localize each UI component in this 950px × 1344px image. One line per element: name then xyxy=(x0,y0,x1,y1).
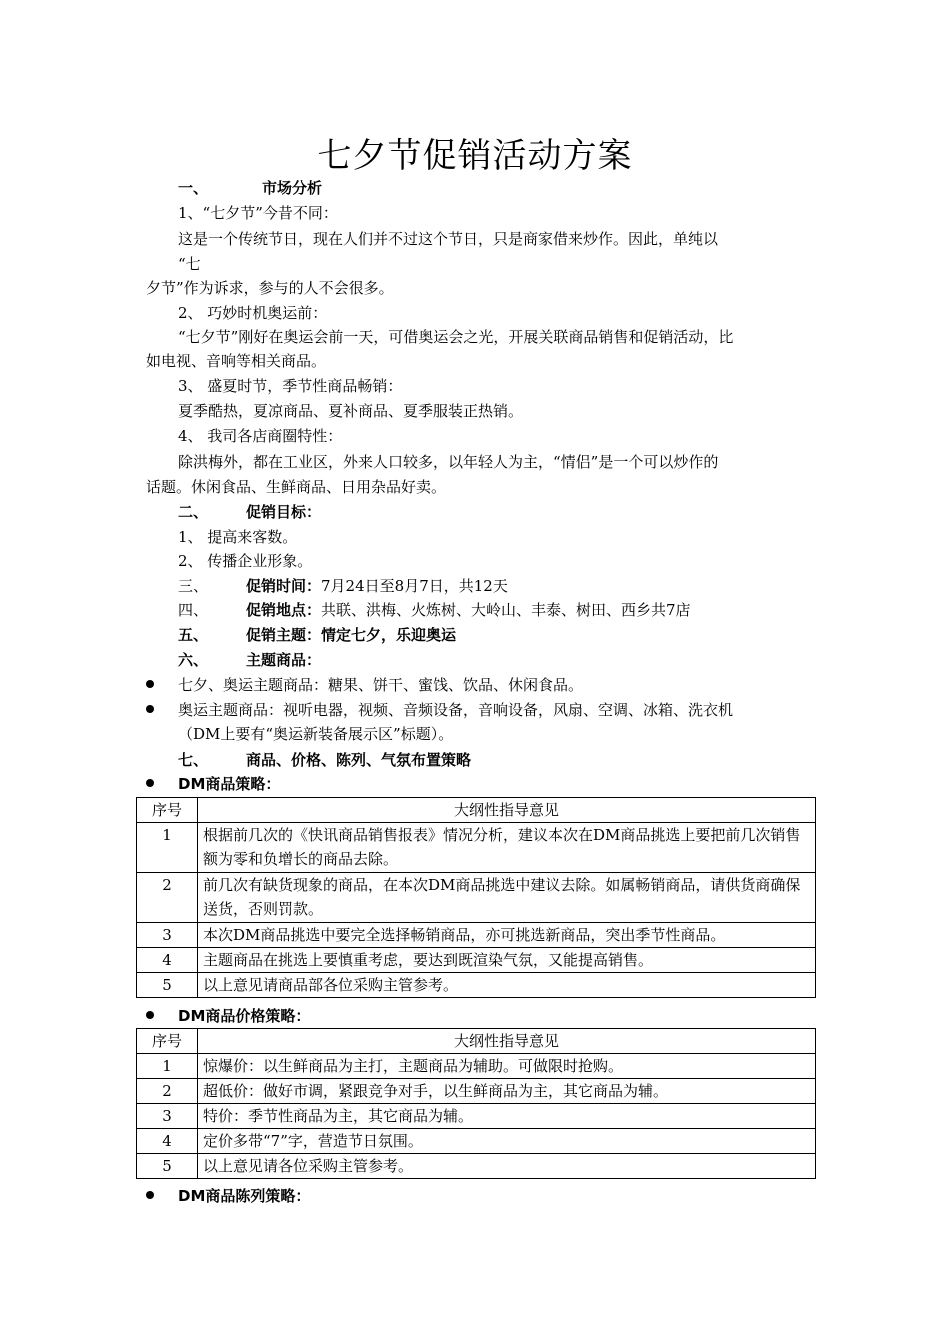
section-label: 商品、价格、陈列、气氛布置策略 xyxy=(246,751,472,769)
table-cell-number: 2 xyxy=(137,1079,198,1104)
table-cell-number: 4 xyxy=(137,948,198,973)
bullet-icon xyxy=(146,1191,154,1199)
section-7-heading xyxy=(178,748,471,772)
table-cell-text: 特价：季节性商品为主，其它商品为辅。 xyxy=(198,1104,816,1129)
section-number: 一、 xyxy=(178,179,209,197)
bullet-icon xyxy=(146,680,154,688)
section-5-heading xyxy=(178,623,456,647)
table-row xyxy=(137,1154,816,1179)
paragraph-text: “七夕节”刚好在奥运会前一天，可借奥运会之光，开展关联商品销售和促销活动，比 xyxy=(178,328,734,346)
table-cell-text: 惊爆价：以生鲜商品为主打，主题商品为辅助。可做限时抢购。 xyxy=(198,1054,816,1079)
table-cell-number: 5 xyxy=(137,1154,198,1179)
section-6-heading xyxy=(178,648,321,672)
table-row xyxy=(137,1129,816,1154)
bullet-icon xyxy=(146,779,154,787)
table-header-cell: 大纲性指导意见 xyxy=(198,1029,816,1054)
table-header-row xyxy=(137,798,816,823)
section-number: 三、 xyxy=(178,577,209,595)
table-header-cell: 序号 xyxy=(137,798,198,823)
section-label: 促销时间： xyxy=(246,577,322,595)
table-cell-number: 2 xyxy=(137,873,198,923)
bullet-item: 七夕、奥运主题商品：糖果、饼干、蜜饯、饮品、休闲食品。 xyxy=(178,676,584,694)
table-row xyxy=(137,948,816,973)
dm-price-strategy-table xyxy=(136,1028,816,1179)
table-row xyxy=(137,1104,816,1129)
bullet-icon xyxy=(146,1011,154,1019)
table-cell-text: 超低价：做好市调，紧跟竞争对手，以生鲜商品为主，其它商品为辅。 xyxy=(198,1079,816,1104)
paragraph-text: 话题。休闲食品、生鲜商品、日用杂品好卖。 xyxy=(146,478,447,496)
paragraph-heading: 4、 我司各店商圈特性： xyxy=(178,427,343,445)
section-value: 7月24日至8月7日，共12天 xyxy=(321,577,508,595)
section-number: 四、 xyxy=(178,601,209,619)
section-label: 促销地点： xyxy=(246,601,322,619)
paragraph-heading: 2、 巧妙时机奥运前： xyxy=(178,304,328,322)
table-cell-number: 4 xyxy=(137,1129,198,1154)
section-number: 二、 xyxy=(178,503,209,521)
section-number: 七、 xyxy=(178,751,209,769)
document-title: 七夕节促销活动方案 xyxy=(317,136,633,176)
table-row xyxy=(137,1054,816,1079)
bullet-item-continued: （DM上要有“奥运新装备展示区”标题）。 xyxy=(178,725,454,743)
table-header-row xyxy=(137,1029,816,1054)
section-value: 共联、洪梅、火炼树、大岭山、丰泰、树田、西乡共7店 xyxy=(321,601,691,619)
table-cell-text: 以上意见请商品部各位采购主管参考。 xyxy=(198,973,816,998)
table-cell-number: 3 xyxy=(137,1104,198,1129)
table-cell-number: 5 xyxy=(137,973,198,998)
table-cell-text: 前几次有缺货现象的商品，在本次DM商品挑选中建议去除。如属畅销商品，请供货商确保送货，否则罚款。 xyxy=(198,873,816,923)
paragraph-heading: 1、“七夕节”今昔不同： xyxy=(178,204,338,222)
goal-item: 2、 传播企业形象。 xyxy=(178,552,313,570)
paragraph-text: 夕节”作为诉求，参与的人不会很多。 xyxy=(146,279,394,297)
table-row xyxy=(137,1079,816,1104)
paragraph-text: “七 xyxy=(178,255,201,273)
section-label: 促销主题：情定七夕，乐迎奥运 xyxy=(246,626,457,644)
table-row xyxy=(137,873,816,923)
dm-product-strategy-table xyxy=(136,797,816,998)
table-cell-text: 本次DM商品挑选中要完全选择畅销商品，亦可挑选新商品，突出季节性商品。 xyxy=(198,923,816,948)
table-header-cell: 大纲性指导意见 xyxy=(198,798,816,823)
table-cell-text: 主题商品在挑选上要慎重考虑，要达到既渲染气氛，又能提高销售。 xyxy=(198,948,816,973)
section-4-heading xyxy=(178,598,691,622)
section-label: 主题商品： xyxy=(246,651,322,669)
paragraph-text: 除洪梅外，都在工业区，外来人口较多，以年轻人为主，“情侣”是一个可以炒作的 xyxy=(178,453,719,471)
table-row xyxy=(137,823,816,873)
table-cell-number: 3 xyxy=(137,923,198,948)
section-label: 市场分析 xyxy=(262,179,323,197)
table-cell-number: 1 xyxy=(137,1054,198,1079)
section-number: 五、 xyxy=(178,626,209,644)
section-3-heading xyxy=(178,574,508,598)
paragraph-heading: 3、 盛夏时节，季节性商品畅销： xyxy=(178,377,403,395)
dm-product-strategy-heading: DM商品策略： xyxy=(178,775,281,793)
paragraph-text: 这是一个传统节日，现在人们并不过这个节日，只是商家借来炒作。因此，单纯以 xyxy=(178,230,719,248)
table-cell-text: 以上意见请各位采购主管参考。 xyxy=(198,1154,816,1179)
table-header-cell: 序号 xyxy=(137,1029,198,1054)
table-row xyxy=(137,973,816,998)
table-cell-text: 定价多带“7”字，营造节日氛围。 xyxy=(198,1129,816,1154)
table-cell-number: 1 xyxy=(137,823,198,873)
dm-price-strategy-heading: DM商品价格策略： xyxy=(178,1007,311,1025)
table-row xyxy=(137,923,816,948)
section-label: 促销目标： xyxy=(246,503,322,521)
bullet-icon xyxy=(146,705,154,713)
paragraph-text: 夏季酷热，夏凉商品、夏补商品、夏季服装正热销。 xyxy=(178,402,524,420)
section-2-heading xyxy=(178,500,321,524)
section-number: 六、 xyxy=(178,651,209,669)
dm-display-strategy-heading: DM商品陈列策略： xyxy=(178,1187,311,1205)
table-cell-text: 根据前几次的《快讯商品销售报表》情况分析，建议本次在DM商品挑选上要把前几次销售额为零和负增长的商品去除。 xyxy=(198,823,816,873)
bullet-item: 奥运主题商品：视听电器，视频、音频设备，音响设备，风扇、空调、冰箱、洗衣机 xyxy=(178,701,734,719)
section-1-heading xyxy=(178,176,322,200)
goal-item: 1、 提高来客数。 xyxy=(178,528,298,546)
paragraph-text: 如电视、音响等相关商品。 xyxy=(146,352,327,370)
